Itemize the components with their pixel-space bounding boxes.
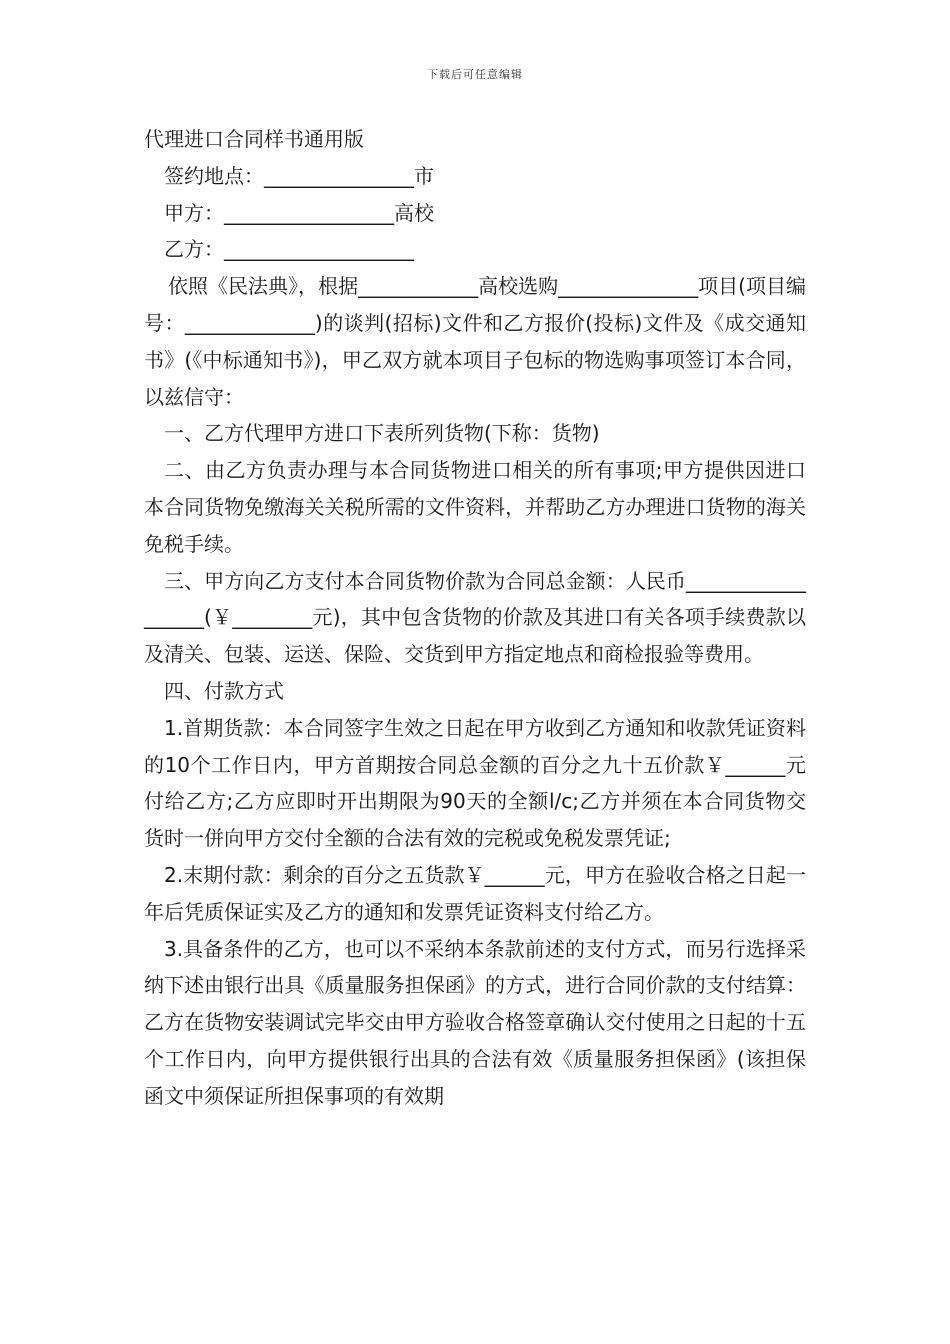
- document-title: 代理进口合同样书通用版: [144, 127, 364, 151]
- preamble-paragraph: 依照《民法典》，根据____________高校选购______________项目(项目编号：_____________)的谈判(招标)文件和乙方报价(投标)文件及《成交通知书》(《中标通知书》)，甲乙双方就本项目子包标的物选购事项签订本合同， 以兹信守：: [144, 274, 806, 409]
- clause-4-heading: 四、付款方式: [164, 678, 284, 703]
- party-b-line: 乙方：___________________: [164, 237, 414, 262]
- signing-place-line: 签约地点：_______________市: [164, 163, 434, 188]
- clause-2-paragraph: 二、由乙方负责办理与本合同货物进口相关的所有事项;甲方提供因进口本合同货物免缴海关关税所需的文件资料，并帮助乙方办理进口货物的海关免税手续。: [144, 458, 806, 556]
- payment-item-3: 3.具备条件的乙方，也可以不采纳本条款前述的支付方式，而另行选择采纳下述由银行出具《质量服务担保函》的方式，进行合同价款的支付结算：乙方在货物安装调试完毕交由甲方验收合格签章确认交付使用之日起的十五个工作日内，向甲方提供银行出具的合法有效《质量服务担保函》(该担保函文中须保证所担保事项的有效期: [144, 936, 806, 1108]
- clause-1-paragraph: 一、乙方代理甲方进口下表所列货物(下称：货物): [164, 421, 600, 446]
- payment-item-1: 1.首期货款：本合同签字生效之日起在甲方收到乙方通知和收款凭证资料的10个工作日内，甲方首期按合同总金额的百分之九十五价款￥______元 付给乙方;乙方应即时开出期限为90天的全额l/c;乙方并须在本合同货物交货时一併向甲方交付全额的合法有效的完税或免税发票凭证;: [144, 715, 806, 851]
- payment-item-2: 2.末期付款：剩余的百分之五货款￥______元，甲方在验收合格之日起一年后凭质保证实及乙方的通知和发票凭证资料支付给乙方。: [144, 862, 806, 924]
- clause-3-paragraph: 三、甲方向乙方支付本合同货物价款为合同总金额：人民币__________________(￥________元)，其中包含货物的价款及其进口有关各项手续费款以及清关、包装、运送、保险、交货到甲方指定地点和商检报验等费用。: [144, 568, 806, 667]
- page-header-note: 下载后可任意编辑: [427, 68, 523, 81]
- party-a-line: 甲方：_________________高校: [164, 200, 434, 225]
- document-body: [144, 121, 806, 1115]
